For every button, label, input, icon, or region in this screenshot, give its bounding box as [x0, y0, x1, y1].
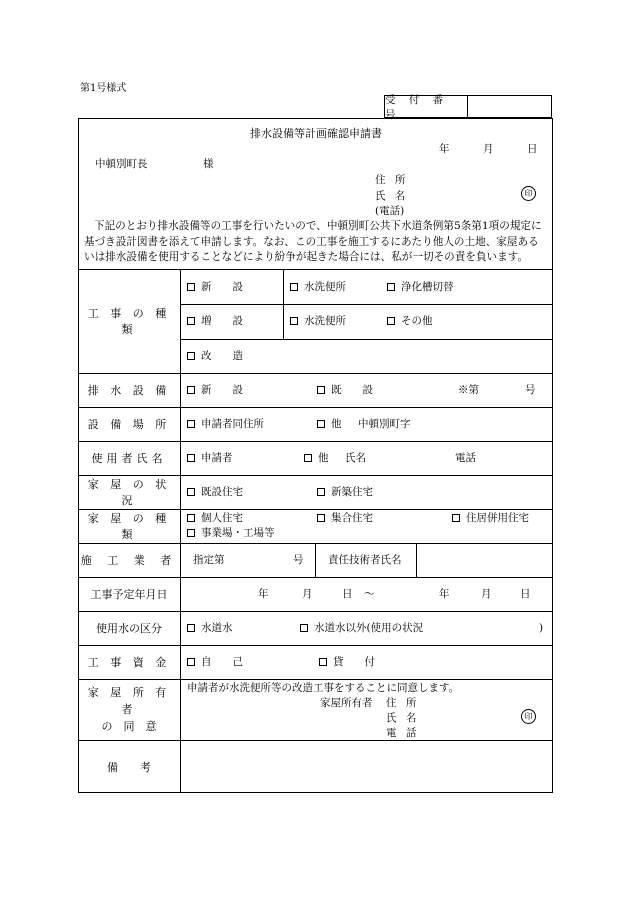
date-year: 年 [439, 143, 450, 155]
checkbox-icon [187, 514, 195, 522]
work-type-add-flush-option[interactable]: 水洗便所 [290, 316, 346, 327]
house-status-label: 家 屋 の 状 況 [87, 478, 171, 507]
schedule-start-month: 月 [302, 588, 313, 600]
schedule-end-year: 年 [439, 588, 450, 600]
house-private-option[interactable]: 個人住宅 [187, 513, 243, 524]
checkbox-icon [187, 386, 195, 394]
schedule-label: 工事予定年月日 [90, 588, 168, 601]
remarks-label: 備 考 [107, 760, 151, 774]
checkbox-icon [300, 624, 308, 632]
form-title: 排水設備等計画確認申請書 [250, 127, 382, 140]
schedule-end-month: 月 [481, 588, 492, 600]
schedule-end-day: 日 [520, 588, 531, 600]
location-same-option[interactable]: 申請者同住所 [187, 419, 264, 430]
drainage-existing-option[interactable]: 既 設 [317, 385, 373, 396]
receipt-number-box [384, 93, 552, 121]
date-day: 日 [527, 143, 538, 155]
checkbox-icon [387, 317, 395, 325]
location-town: 中頓別町字 [358, 418, 411, 430]
date-month: 月 [483, 143, 494, 155]
statement-line: いは排水設備を使用することなどにより紛争が起きた場合には、私が一切その責を負います。 [84, 251, 529, 263]
schedule-start-day: 日 [342, 588, 353, 600]
work-type-new-flush-option[interactable]: 水洗便所 [290, 282, 346, 293]
fund-label: 工 事 資 金 [87, 656, 171, 669]
statement-line: 基づき設計図書を添えて申請します。なお、この工事を施工するにあたり他人の土地、家屋ある [84, 235, 539, 248]
checkbox-icon [187, 317, 195, 325]
house-collective-option[interactable]: 集合住宅 [317, 513, 373, 524]
owner-consent-text: 申請者が水洗便所等の改造工事をすることに同意します。 [187, 682, 460, 694]
checkbox-icon [290, 283, 298, 291]
engineer-name-label: 責任技術者氏名 [328, 554, 402, 566]
seal-mark-icon: 印 [521, 709, 536, 724]
checkbox-icon [187, 454, 195, 462]
statement-line: 下記のとおり排水設備等の工事を行いたいので、中頓別町公共下水道条例第5条第1項の規定に [94, 220, 542, 232]
checkbox-icon [304, 454, 312, 462]
contractor-number-suffix: 号 [293, 554, 304, 566]
checkbox-icon [187, 283, 195, 291]
user-phone-label: 電話 [455, 452, 476, 464]
remarks-field[interactable] [181, 741, 552, 792]
user-other-option[interactable]: 他 [304, 453, 329, 464]
checkbox-icon [387, 283, 395, 291]
water-tap-option[interactable]: 水道水 [187, 623, 233, 634]
owner-phone-label: 電 話 [386, 727, 420, 739]
owner-address-label: 住 所 [386, 697, 420, 709]
fund-loan-option[interactable]: 貸 付 [319, 657, 375, 668]
schedule-tilde: 〜 [364, 588, 375, 600]
checkbox-icon [187, 529, 195, 537]
checkbox-icon [317, 514, 325, 522]
checkbox-icon [187, 624, 195, 632]
schedule-start-year: 年 [258, 588, 269, 600]
user-name-label: 使用者氏名 [91, 452, 167, 465]
receipt-number-field[interactable] [468, 96, 551, 117]
work-type-other-option[interactable]: その他 [387, 316, 433, 327]
receipt-number-label: 受 付 番 号 [385, 96, 468, 117]
checkbox-icon [319, 658, 327, 666]
checkbox-icon [290, 317, 298, 325]
cell-divider [416, 543, 417, 577]
checkbox-icon [317, 488, 325, 496]
house-business-option[interactable]: 事業場・工場等 [187, 528, 275, 539]
cell-divider [315, 543, 316, 577]
drainage-new-option[interactable]: 新 設 [187, 385, 243, 396]
contractor-label: 施 工 業 者 [80, 554, 178, 567]
checkbox-icon [187, 352, 195, 360]
house-kind-label: 家 屋 の 種 類 [87, 512, 171, 541]
fund-own-option[interactable]: 自 己 [187, 657, 243, 668]
house-existing-option[interactable]: 既設住宅 [187, 487, 243, 498]
applicant-phone-label: (電話) [375, 205, 405, 217]
checkbox-icon [317, 386, 325, 394]
house-new-option[interactable]: 新築住宅 [317, 487, 373, 498]
drainage-label: 排 水 設 備 [87, 384, 171, 397]
work-type-add-option[interactable]: 増 設 [187, 316, 243, 327]
addressee: 中頓別町長 [95, 158, 148, 170]
work-type-septic-option[interactable]: 浄化槽切替 [387, 282, 454, 293]
checkbox-icon [452, 514, 460, 522]
work-type-remodel-option[interactable]: 改 造 [187, 351, 243, 362]
drainage-number-prefix: ※第 [458, 384, 479, 396]
divider [180, 304, 553, 305]
user-name-field-label: 氏名 [345, 452, 366, 464]
drainage-number-suffix: 号 [525, 384, 536, 396]
label-column-divider [180, 269, 181, 793]
user-applicant-option[interactable]: 申請者 [187, 453, 233, 464]
owner-consent-label: 家 屋 所 有 者 の 同 意 [87, 686, 171, 733]
checkbox-icon [317, 420, 325, 428]
contractor-designated-prefix: 指定第 [193, 554, 225, 566]
owner-name-label: 氏 名 [386, 712, 420, 724]
work-type-label: 工 事 の 種 類 [87, 307, 171, 336]
checkbox-icon [187, 420, 195, 428]
water-close-paren: ) [539, 622, 544, 634]
water-label: 使用水の区分 [96, 622, 162, 635]
seal-mark-icon: 印 [521, 186, 536, 201]
checkbox-icon [187, 658, 195, 666]
water-other-option[interactable]: 水道水以外(使用の状況 [300, 623, 423, 634]
applicant-address-label: 住 所 [375, 174, 409, 186]
cell-divider [283, 269, 284, 339]
owner-label: 家屋所有者 [320, 697, 373, 709]
house-mixed-option[interactable]: 住居併用住宅 [452, 513, 529, 524]
location-label: 設 備 場 所 [87, 418, 171, 431]
divider [180, 339, 553, 340]
applicant-name-label: 氏 名 [375, 190, 409, 202]
statement-paragraph [84, 219, 550, 266]
location-other-option[interactable]: 他 [317, 419, 342, 430]
work-type-new-option[interactable]: 新 設 [187, 282, 243, 293]
checkbox-icon [187, 488, 195, 496]
form-number: 第1号様式 [80, 83, 127, 94]
addressee-honorific: 様 [203, 158, 214, 170]
